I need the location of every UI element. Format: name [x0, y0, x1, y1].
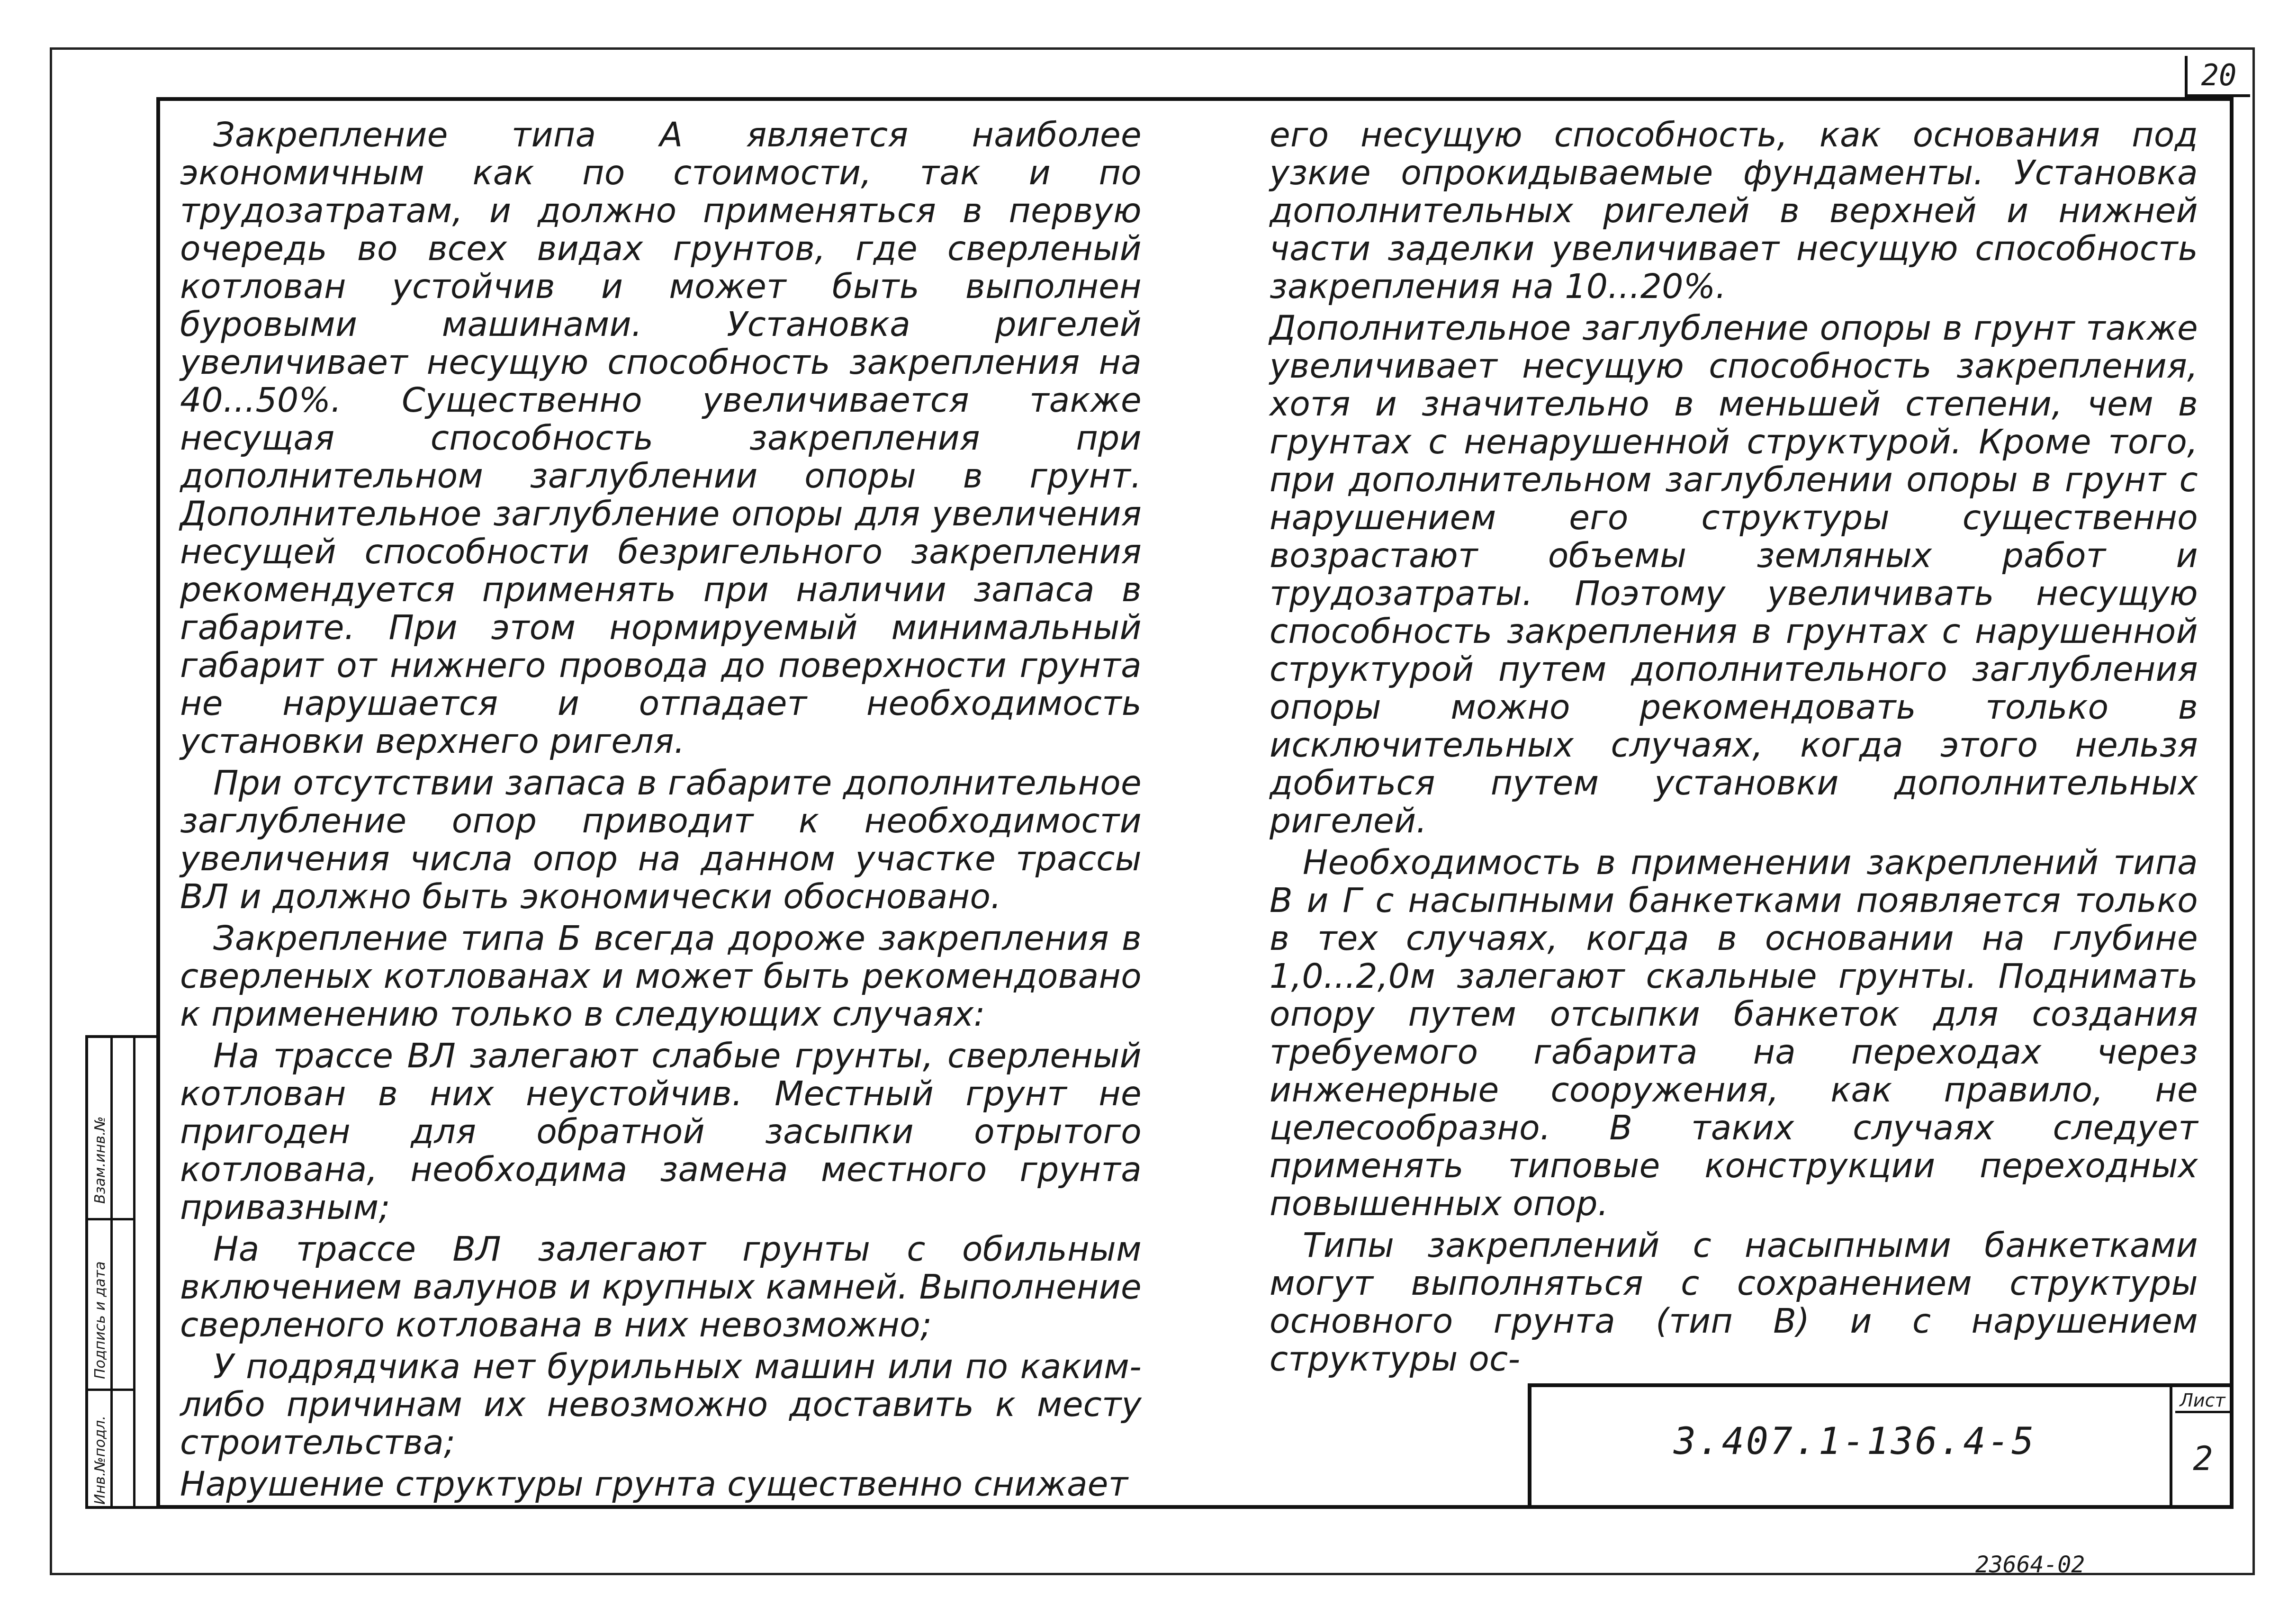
paragraph: Закрепление типа А является наиболее экономичным как по стоимости, так и по трудозатратам, и должно применяться в первую очередь во всех видах грунтов, где сверленый котлован устойчив и может быть выполнен буровыми машинами. Установка ригелей увеличивает несущую способность закрепления на 40...50%. Существенно увеличивается также несущая способность закрепления при дополнительном заглублении опоры в грунт. Дополнительное заглубление опоры для увеличения несущей способности безригельного закрепления рекомендуется применять при наличии запаса в габарите. При этом нормируемый минимальный габарит от нижнего провода до поверхности грунта не нарушается и отпадает необходимость установки верхнего ригеля. — [180, 115, 1142, 761]
document-code: 3.407.1-136.4-5 — [1674, 1420, 2036, 1463]
page-corner-number: 20 — [2185, 56, 2250, 97]
paragraph: На трассе ВЛ залегают слабые грунты, сверленый котлован в них неустойчив. Местный грунт не пригоден для обратной засыпки отрытого котлована, необходима замена местного грунта привазным; — [180, 1036, 1142, 1227]
stamp-label-column — [88, 1038, 113, 1506]
stamp-value-column — [113, 1038, 135, 1506]
paragraph: его несущую способность, как основания под узкие опрокидываемые фундаменты. Установка дополнительных ригелей в верхней и нижней части заделки увеличивает несущую способность закрепления на 10...20%. — [1270, 115, 2198, 306]
paragraph: У подрядчика нет бурильных машин или по каким-либо причинам их невозможно доставить к месту строительства; — [180, 1347, 1142, 1462]
stamp-signature-date: Подпись и дата — [92, 1261, 108, 1379]
paragraph: На трассе ВЛ залегают грунты с обильным включением валунов и крупных камней. Выполнение сверленого котлована в них невозможно; — [180, 1229, 1142, 1344]
stamp-vzam-inv: Взам.инв.№ — [92, 1116, 108, 1204]
title-block — [1528, 1383, 2234, 1509]
side-stamp — [85, 1035, 156, 1509]
paragraph: Необходимость в применении закреплений типа В и Г с насыпными банкетками появляется только в тех случаях, когда в основании на глубине 1,0...2,0м залегают скальные грунты. Поднимать опору путем отсыпки банкеток для создания требуемого габарита на переходах через инженерные сооружения, как правило, не целесообразно. В таких случаях следует применять типовые конструкции переходных повышенных опор. — [1270, 843, 2198, 1223]
paragraph: Типы закреплений с насыпными банкетками могут выполняться с сохранением структуры основного грунта (тип В) и с нарушением структуры ос- — [1270, 1226, 2198, 1379]
sheet-label: Лист — [2175, 1390, 2230, 1413]
right-text-column — [1270, 116, 2198, 1382]
paragraph: Нарушение структуры грунта существенно снижает — [180, 1464, 1128, 1504]
stamp-divider — [88, 1218, 135, 1220]
stamp-inv-podl: Инв.№подл. — [92, 1416, 108, 1505]
paragraph: При отсутствии запаса в габарите дополнительное заглубление опор приводит к необходимости увеличения числа опор на данном участке трассы ВЛ и должно быть экономически обосновано. — [180, 763, 1142, 916]
left-text-column — [180, 116, 1142, 1507]
paragraph: Закрепление типа Б всегда дороже закрепления в сверленых котлованах и может быть рекомендовано к применению только в следующих случаях: — [180, 919, 1142, 1034]
stamp-divider — [88, 1389, 135, 1391]
archive-number: 23664-02 — [1975, 1552, 2085, 1578]
sheet-number: 2 — [2193, 1439, 2213, 1478]
sheet-box — [2170, 1387, 2234, 1509]
paragraph: Дополнительное заглубление опоры в грунт также увеличивает несущую способность закрепления, хотя и значительно в меньшей степени, чем в грунтах с ненарушенной структурой. Кроме того, при дополнительном заглублении опоры в грунт с нарушением его структуры существенно возрастают объемы земляных работ и трудозатраты. Поэтому увеличивать несущую способность закрепления в грунтах с нарушенной структурой путем дополнительного заглубления опоры можно рекомендовать только в исключительных случаях, когда этого нельзя добиться путем установки дополнительных ригелей. — [1270, 308, 2198, 840]
